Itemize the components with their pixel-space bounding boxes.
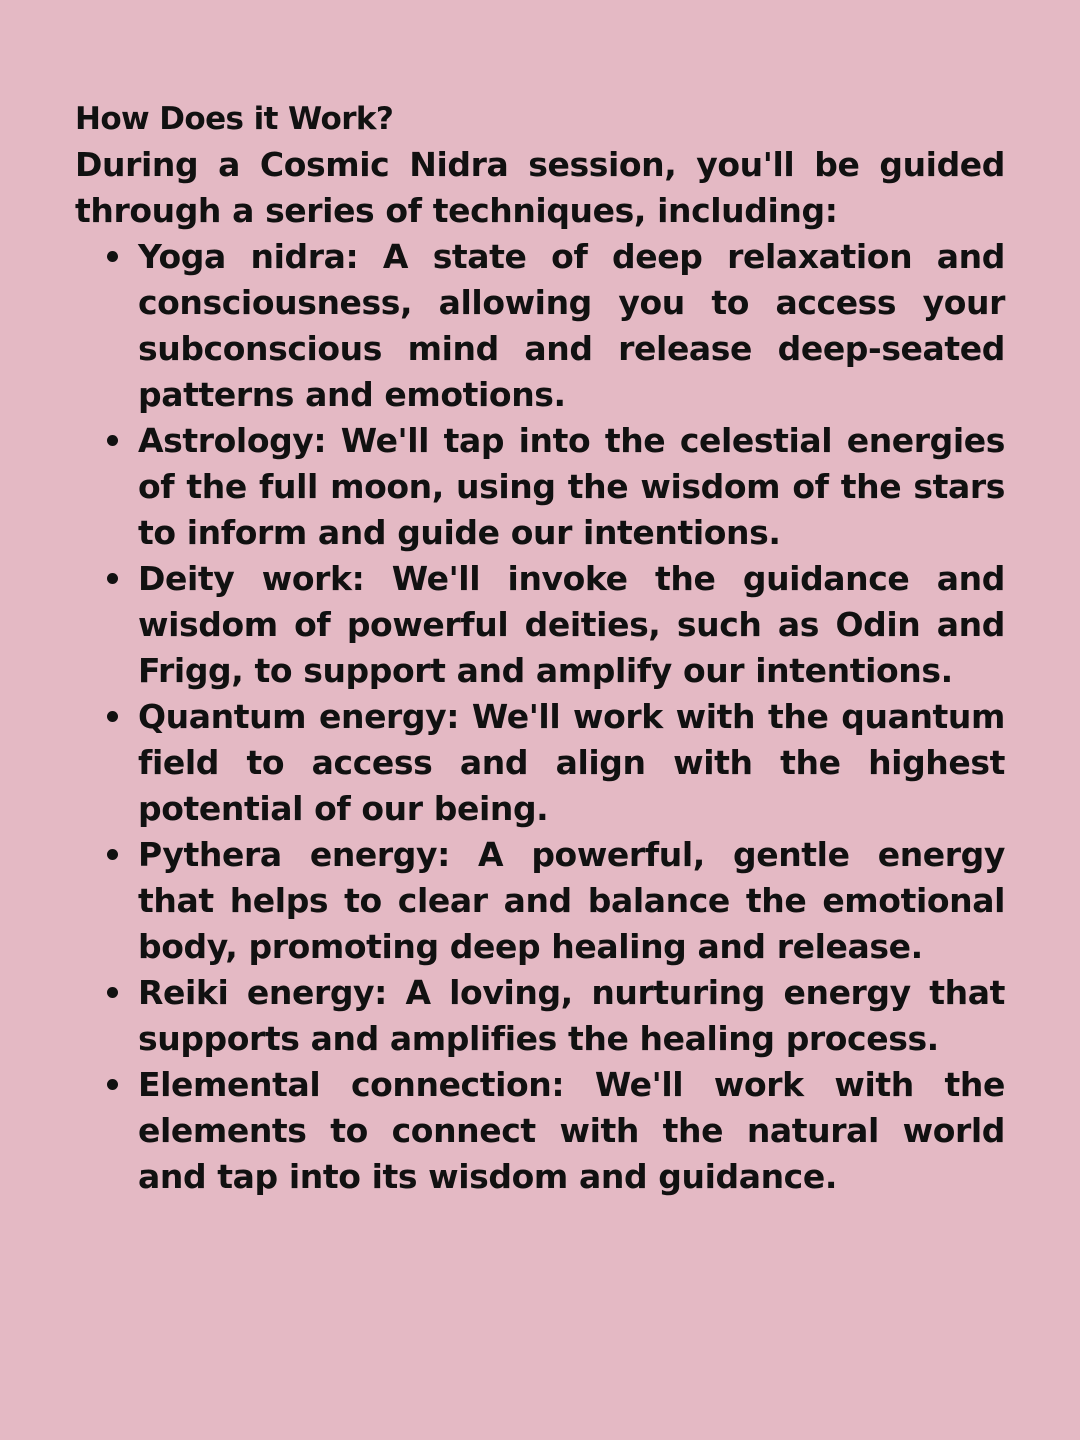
list-item-text: Yoga nidra: A state of deep relaxation and consciousness, allowing you to access your subconscious mind and release deep-seated patterns and emotions. (138, 237, 1005, 414)
list-item-text: Pythera energy: A powerful, gentle energy that helps to clear and balance the emotional body, promoting deep healing and release. (138, 835, 1005, 966)
technique-list (75, 234, 1005, 1200)
bullet-icon (107, 251, 118, 262)
list-item-astrology (75, 418, 1005, 556)
intro-paragraph: During a Cosmic Nidra session, you'll be guided through a series of techniques, including: (75, 145, 1005, 230)
bullet-icon (107, 573, 118, 584)
list-item-elemental-connection (75, 1062, 1005, 1200)
list-item-pythera-energy (75, 832, 1005, 970)
text-block (75, 96, 1005, 1200)
list-item-text: Reiki energy: A loving, nurturing energy that supports and amplifies the healing process. (138, 973, 1005, 1058)
bullet-icon (107, 711, 118, 722)
list-item-deity-work (75, 556, 1005, 694)
bullet-icon (107, 987, 118, 998)
list-item-text: Astrology: We'll tap into the celestial energies of the full moon, using the wisdom of the stars to inform and guide our intentions. (138, 421, 1005, 552)
list-item-reiki-energy (75, 970, 1005, 1062)
list-item-yoga-nidra (75, 234, 1005, 418)
list-item-text: Elemental connection: We'll work with the elements to connect with the natural world and tap into its wisdom and guidance. (138, 1065, 1005, 1196)
bullet-icon (107, 435, 118, 446)
bullet-icon (107, 1079, 118, 1090)
list-item-text: Deity work: We'll invoke the guidance and wisdom of powerful deities, such as Odin and Frigg, to support and amplify our intentions. (138, 559, 1005, 690)
list-item-text: Quantum energy: We'll work with the quantum field to access and align with the highest potential of our being. (138, 697, 1005, 828)
list-item-quantum-energy (75, 694, 1005, 832)
section-heading: How Does it Work? (75, 101, 394, 137)
bullet-icon (107, 849, 118, 860)
